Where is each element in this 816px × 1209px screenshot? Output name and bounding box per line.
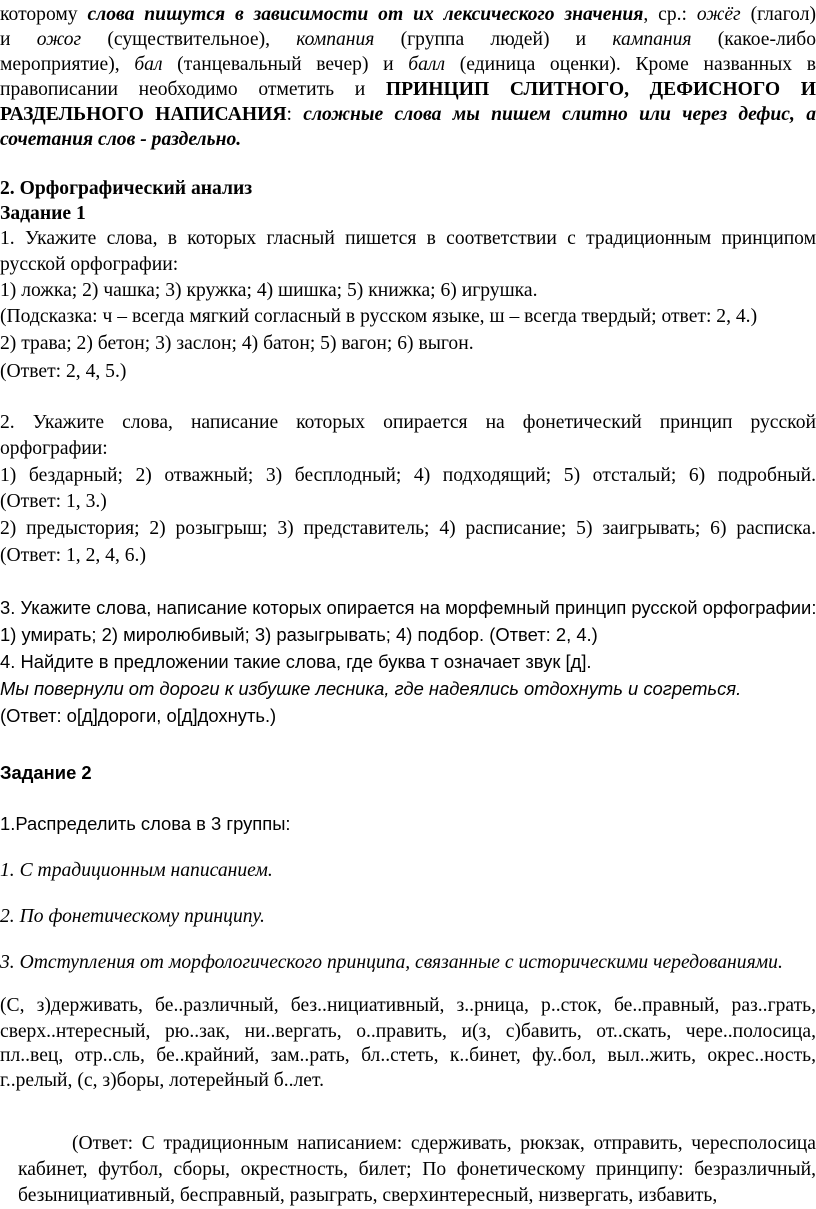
text: (глагол) (740, 4, 816, 25)
q2-line-2: орфографии: (0, 438, 108, 459)
emphasis-text: сочетания слов - раздельно. (0, 129, 242, 150)
task2-group-2: 2. По фонетическому принципу. (0, 906, 265, 927)
example-word: компания (296, 29, 375, 50)
q4-line-1: 4. Найдите в предложении такие слова, где буква т означает звук [д]. (0, 651, 592, 672)
q1-line-3: 1) ложка; 2) чашка; 3) кружка; 4) шишка; 5) книжка; 6) игрушка. (0, 280, 538, 301)
text: (какое-либо (691, 29, 816, 50)
text: : (286, 104, 304, 125)
q4-sentence: Мы повернули от дороги к избушке лесника, где надеялись отдохнуть и согреться. (0, 678, 742, 699)
example-word: ожёг (696, 4, 741, 25)
q1-line-2: русской орфографии: (0, 254, 179, 275)
q2-answer-1: (Ответ: 1, 3.) (0, 491, 107, 512)
q4-answer: (Ответ: о[д]дороги, о[д]дохнуть.) (0, 705, 277, 726)
task2-words-2: сверх..нтересный, рю..зак, ни..вергать, о..править, и(з, с)бавить, от..скать, чере..полосица, (0, 1021, 816, 1042)
q1-line-5: 2) трава; 2) бетон; 3) заслон; 4) батон; 5) вагон; 6) выгон. (0, 333, 474, 354)
text: (группа людей) и (374, 29, 613, 50)
example-word: бал (134, 54, 163, 75)
principle-title: ПРИНЦИП СЛИТНОГО, ДЕФИСНОГО И (385, 79, 816, 100)
text: (единица оценки). Кроме названных в (445, 54, 816, 75)
task2-answer-3: безынициативный, бесправный, разыграть, сверхинтересный, низвергать, избавить, (18, 1185, 718, 1206)
q1-line-1: 1. Укажите слова, в которых гласный пишется в соответствии с традиционным принципом (0, 228, 816, 249)
intro-line-2 (0, 27, 816, 53)
task1-heading: Задание 1 (0, 203, 86, 224)
example-word: кампания (612, 29, 692, 50)
intro-line-4 (0, 77, 816, 103)
q2-answer-2: (Ответ: 1, 2, 4, 6.) (0, 545, 146, 566)
text: и (0, 29, 37, 50)
q3-line-2: 1) умирать; 2) миролюбивый; 3) разыгрывать; 4) подбор. (Ответ: 2, 4.) (0, 624, 598, 645)
intro-line-5 (0, 102, 816, 128)
task2-answer-2: кабинет, футбол, сборы, окрестность, билет; По фонетическому принципу: безразличный, (18, 1159, 816, 1180)
q1-hint: (Подсказка: ч – всегда мягкий согласный в русском языке, ш – всегда твердый; ответ: 2, 4.) (0, 306, 758, 327)
section-heading: 2. Орфографический анализ (0, 178, 253, 199)
intro-line-1 (0, 2, 816, 28)
intro-line-6 (0, 127, 816, 153)
task2-words-4: г..релый, (с, з)боры, лотерейный б..лет. (0, 1070, 324, 1091)
text: правописании необходимо отметить и (0, 79, 386, 100)
emphasis-text: слова пишутся в зависимости от их лексического значения (87, 4, 644, 25)
q2-line-3: 1) бездарный; 2) отважный; 3) бесплодный; 4) подходящий; 5) отсталый; 6) подробный. (0, 465, 816, 486)
example-word: балл (408, 54, 446, 75)
task2-group-3: 3. Отступления от морфологического принципа, связанные с историческими чередованиями. (0, 952, 783, 973)
q1-answer: (Ответ: 2, 4, 5.) (0, 361, 127, 382)
text: мероприятие), (0, 54, 135, 75)
text: которому (0, 4, 88, 25)
q3-line-1: 3. Укажите слова, написание которых опирается на морфемный принцип русской орфографии: (0, 597, 816, 618)
emphasis-text: сложные слова мы пишем слитно или через дефис, а (303, 104, 816, 125)
task2-group-1: 1. С традиционным написанием. (0, 860, 273, 881)
task2-instruction: 1.Распределить слова в 3 группы: (0, 813, 291, 834)
intro-line-3 (0, 52, 816, 78)
task2-answer-1: (Ответ: С традиционным написанием: сдерживать, рюкзак, отправить, чересполосица (72, 1133, 816, 1154)
task2-words-1: (С, з)держивать, бе..различный, без..нициативный, з..рница, р..сток, бе..правный, раз..грать, (0, 995, 816, 1016)
principle-title: РАЗДЕЛЬНОГО НАПИСАНИЯ (0, 104, 287, 125)
task2-words-3: пл..вец, отр..сль, бе..крайний, зам..рать, бл..стеть, к..бинет, фу..бол, выл..жить, окрес..ность, (0, 1045, 816, 1066)
text: (существительное), (81, 29, 297, 50)
q2-line-1: 2. Укажите слова, написание которых опирается на фонетический принцип русской (0, 412, 816, 433)
q2-line-5: 2) предыстория; 2) розыгрыш; 3) представитель; 4) расписание; 5) заигрывать; 6) расписка. (0, 518, 816, 539)
text: (танцевальный вечер) и (162, 54, 409, 75)
example-word: ожог (36, 29, 82, 50)
task2-heading: Задание 2 (0, 762, 92, 783)
text: , ср.: (643, 4, 697, 25)
